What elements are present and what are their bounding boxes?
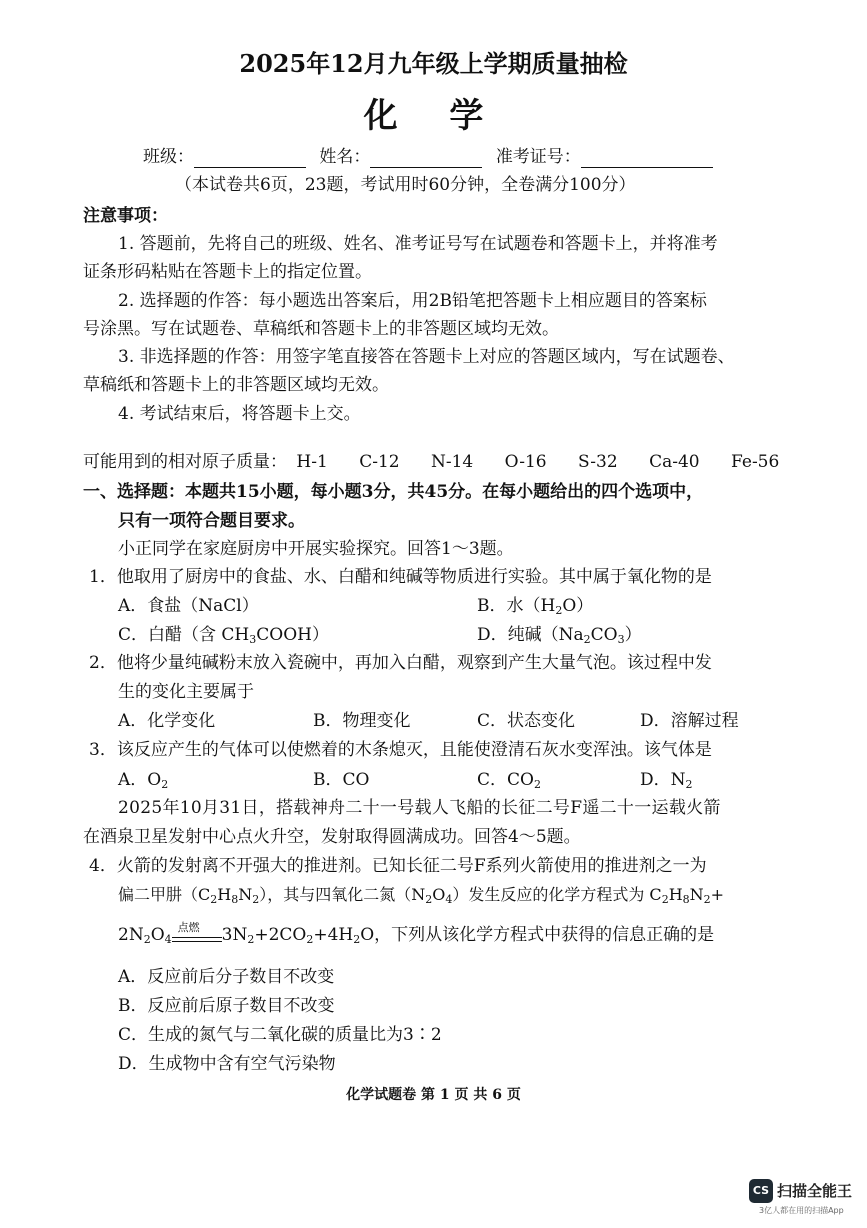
question-2-stem-cont: 生的变化主要属于: [118, 682, 254, 702]
q1-option-b: B．水$(H_2O)$: [477, 596, 594, 617]
q4-option-c: C．生成的氮气与二氧化碳的质量比为3∶2: [118, 1025, 442, 1045]
q2-option-d: D．溶解过程: [640, 711, 739, 731]
notice-line: 1. 答题前，先将自己的班级、姓名、准考证号写在试题卷和答题卡上，并将准考: [118, 234, 718, 254]
context-text: 2025年10月31日，搭载神舟二十一号载人飞船的长征二号F遥二十一运载火箭: [118, 798, 721, 818]
q3-option-c: C．$CO_2$: [477, 770, 541, 791]
camscanner-icon: CS: [749, 1179, 773, 1203]
q1-option-d: D．纯碱$(Na_2CO_3)$: [477, 625, 642, 646]
q2-option-a: A．化学变化: [118, 711, 216, 731]
context-text: 在酒泉卫星发射中心点火升空，发射取得圆满成功。回答4～5题。: [83, 827, 581, 847]
q2-option-c: C．状态变化: [477, 711, 576, 731]
class-label: 班级：: [143, 147, 194, 167]
page-footer: 化学试题卷 第 1 页 共 6 页: [346, 1087, 521, 1103]
atomic-mass-item: N-14: [431, 452, 474, 472]
atomic-mass-item: H-1: [296, 452, 328, 472]
subject-title: 化 学: [363, 96, 504, 136]
atomic-mass-item: Ca-40: [649, 452, 700, 472]
q1-option-c: C．白醋（含 $CH_3COOH$）: [118, 625, 329, 646]
notice-line: 号涂黑。写在试题卷、草稿纸和答题卡上的非答题区域均无效。: [83, 319, 559, 339]
watermark-tagline: 3亿人都在用的扫描App: [759, 1206, 844, 1215]
q4-option-d: D．生成物中含有空气污染物: [118, 1054, 336, 1074]
atomic-mass-item: O-16: [504, 452, 547, 472]
watermark-name: 扫描全能王: [777, 1182, 853, 1200]
reaction-condition: 点燃: [177, 921, 200, 934]
notice-line: 证条形码粘贴在答题卡上的指定位置。: [83, 262, 372, 282]
id-label: 准考证号：: [495, 147, 581, 167]
question-1-stem: 1．他取用了厨房中的食盐、水、白醋和纯碱等物质进行实验。其中属于氧化物的是: [89, 567, 712, 587]
atomic-masses-label: 可能用到的相对原子质量：: [83, 452, 287, 472]
chemical-equation: $2N_2O_4$ 点燃 $3N_2+2CO_2+4H_2O$，下列从该化学方程式中获得的信息正确的是: [118, 924, 714, 951]
scanner-watermark: [745, 1177, 863, 1221]
q3-option-d: D．$N_2$: [640, 770, 693, 791]
id-blank: [581, 149, 713, 168]
q3-option-a: A．$O_2$: [118, 770, 169, 791]
name-blank: [370, 149, 482, 168]
question-3-stem: 3．该反应产生的气体可以使燃着的木条熄灭，且能使澄清石灰水变浑浊。该气体是: [89, 740, 712, 760]
notice-heading: 注意事项：: [83, 206, 168, 226]
atomic-masses-row: [83, 451, 779, 473]
exam-title: 2025年12月九年级上学期质量抽检: [239, 49, 628, 78]
atomic-mass-item: C-12: [359, 452, 400, 472]
section-heading-cont: 只有一项符合题目要求。: [118, 511, 305, 531]
question-4-stem-cont: 偏二甲肼$(C_2H_8N_2)$，其与四氧化二氮$(N_2O_4)$发生反应的化学方程式为 $C_2H_8N_2+$: [118, 885, 725, 906]
q4-option-b: B．反应前后原子数目不改变: [118, 996, 335, 1016]
class-blank: [194, 149, 306, 168]
notice-line: 3. 非选择题的作答：用签字笔直接答在答题卡上对应的答题区域内，写在试题卷、: [118, 347, 735, 367]
atomic-mass-item: S-32: [578, 452, 618, 472]
q1-option-a: A．食盐（NaCl）: [118, 596, 259, 616]
atomic-mass-item: Fe-56: [731, 452, 780, 472]
notice-line: 4. 考试结束后，将答题卡上交。: [118, 404, 361, 424]
info-fields-row: [143, 146, 713, 168]
q3-option-b: B．CO: [313, 770, 370, 790]
q4-option-a: A．反应前后分子数目不改变: [118, 967, 335, 987]
section-heading: 一、选择题：本题共15小题，每小题3分，共45分。在每小题给出的四个选项中，: [83, 482, 704, 502]
q2-option-b: B．物理变化: [313, 711, 411, 731]
name-label: 姓名：: [319, 147, 371, 167]
context-text: 小正同学在家庭厨房中开展实验探究。回答1～3题。: [118, 539, 514, 559]
reaction-condition-arrow: [172, 921, 222, 951]
question-4-stem: 4．火箭的发射离不开强大的推进剂。已知长征二号F系列火箭使用的推进剂之一为: [89, 856, 707, 876]
question-2-stem: 2．他将少量纯碱粉末放入瓷碗中，再加入白醋，观察到产生大量气泡。该过程中发: [89, 653, 712, 673]
notice-line: 2. 选择题的作答：每小题选出答案后，用2B铅笔把答题卡上相应题目的答案标: [118, 291, 707, 311]
exam-info: （本试卷共6页，23题，考试用时60分钟，全卷满分100分）: [175, 175, 636, 195]
notice-line: 草稿纸和答题卡上的非答题区域均无效。: [83, 375, 389, 395]
